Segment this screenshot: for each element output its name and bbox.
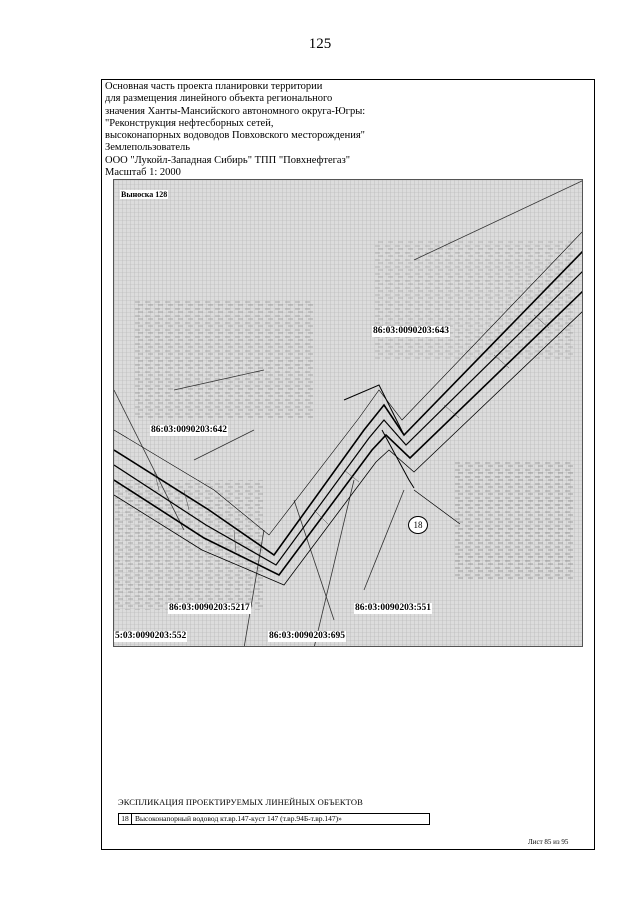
header-line: высоконапорных водоводов Повховского месторождения" — [105, 130, 365, 142]
header-line: "Реконструкция нефтесборных сетей, — [105, 117, 274, 129]
project-header — [105, 81, 435, 179]
header-line: для размещения линейного объекта регионального — [105, 93, 333, 105]
parcel-label: 86:03:0090203:5217 — [169, 603, 250, 613]
swamp-hatch — [134, 300, 314, 420]
parcel-label: 86:03:0090203:551 — [355, 603, 431, 613]
swamp-hatch — [454, 460, 574, 580]
header-line: значения Ханты-Мансийского автономного округа-Югры: — [105, 105, 366, 117]
page-number: 125 — [308, 36, 332, 52]
header-line: Масштаб 1: 2000 — [105, 167, 181, 179]
callout-title: Выноска 128 — [121, 190, 168, 199]
map-callout — [113, 179, 583, 647]
parcel-label: 5:03:0090203:552 — [115, 631, 187, 641]
legend-title: ЭКСПЛИКАЦИЯ ПРОЕКТИРУЕМЫХ ЛИНЕЙНЫХ ОБЪЕКТОВ — [118, 797, 363, 807]
legend-row — [118, 813, 430, 825]
legend-number: 18 — [119, 814, 132, 824]
sheet-label: Лист 85 из 95 — [528, 838, 569, 846]
legend-text: Высоконапорный водовод кт.вр.147-куст 147 (т.вр.94Б-т.вр.147)» — [135, 814, 342, 823]
header-line: ООО "Лукойл-Западная Сибирь" ТПП "Повхнефтегаз" — [105, 154, 351, 166]
header-line: Основная часть проекта планировки территории — [105, 81, 323, 92]
object-marker: 18 — [408, 516, 428, 534]
header-line: Землепользователь — [105, 142, 191, 154]
map-drawing — [114, 180, 583, 647]
parcel-label: 86:03:0090203:642 — [151, 425, 227, 435]
parcel-label: 86:03:0090203:695 — [269, 631, 345, 641]
swamp-hatch — [374, 240, 574, 360]
parcel-label: 86:03:0090203:643 — [373, 326, 449, 336]
